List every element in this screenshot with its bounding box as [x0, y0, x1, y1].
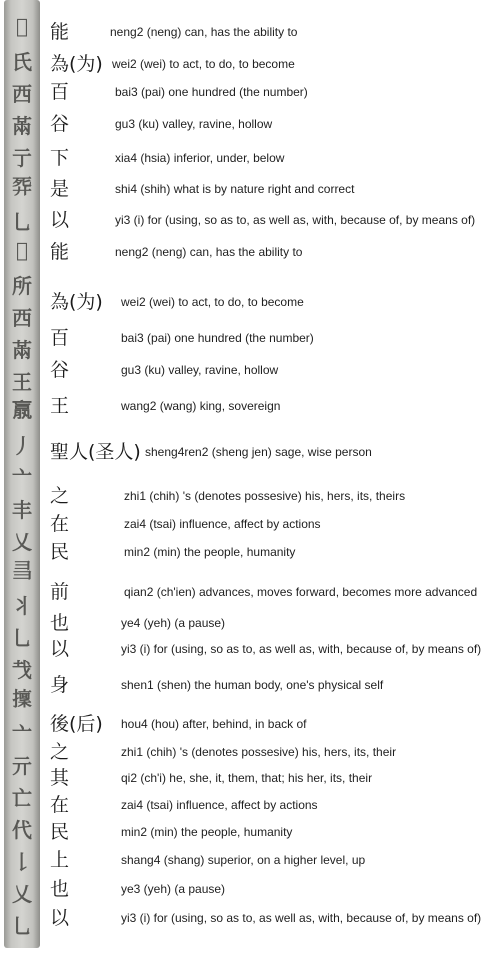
- slip-glyph: 𨽵: [15, 238, 28, 262]
- pinyin-definition: min2 (min) the people, humanity: [121, 825, 293, 839]
- glossary-entry: [0, 673, 489, 697]
- pinyin-definition: zai4 (tsai) influence, affect by actions: [121, 798, 318, 812]
- slip-glyph: 丰: [12, 498, 32, 522]
- slip-glyph: 𢑑: [12, 559, 32, 583]
- hanzi-character: 前: [50, 581, 70, 603]
- slip-glyph: 所: [12, 274, 32, 298]
- glossary-entry: [0, 290, 489, 314]
- hanzi-character: 以: [50, 907, 70, 929]
- slip-glyph: 乂: [12, 882, 32, 906]
- slip-glyph: 亍: [12, 146, 32, 170]
- pinyin-definition: sheng4ren2 (sheng jen) sage, wise person: [145, 445, 372, 459]
- hanzi-character: 谷: [50, 113, 70, 135]
- pinyin-definition: ye4 (yeh) (a pause): [121, 616, 226, 630]
- glossary-entry: [0, 877, 489, 901]
- pinyin-definition: gu3 (ku) valley, ravine, hollow: [121, 363, 279, 377]
- slip-glyph: 丿: [12, 434, 32, 458]
- hanzi-character: 之: [50, 485, 70, 507]
- glossary-entry: [0, 240, 489, 264]
- pinyin-definition: bai3 (pai) one hundred (the number): [121, 331, 314, 345]
- hanzi-character: 聖人(圣人): [50, 441, 141, 463]
- hanzi-character: 以: [50, 638, 70, 660]
- glossary-entry: [0, 20, 489, 44]
- glossary-entry: [0, 820, 489, 844]
- hanzi-character: 也: [50, 878, 70, 900]
- pinyin-definition: hou4 (hou) after, behind, in back of: [121, 717, 307, 731]
- hanzi-character: 身: [50, 674, 70, 696]
- hanzi-character: 民: [50, 541, 70, 563]
- hanzi-character: 能: [50, 241, 70, 263]
- pinyin-definition: neng2 (neng) can, has the ability to: [110, 25, 298, 39]
- slip-glyph: 乚: [12, 914, 32, 938]
- hanzi-character: 其: [50, 767, 70, 789]
- pinyin-definition: wei2 (wei) to act, to do, to become: [121, 295, 304, 309]
- glossary-entry: [0, 848, 489, 872]
- slip-glyph: 乚: [12, 626, 32, 650]
- glossary-entry: [0, 637, 489, 661]
- pinyin-definition: yi3 (i) for (using, so as to, as well as, with, because of, by means of): [115, 213, 476, 227]
- pinyin-definition: neng2 (neng) can, has the ability to: [115, 245, 303, 259]
- glossary-entry: [0, 112, 489, 136]
- glossary-entry: [0, 740, 489, 764]
- hanzi-character: 為(为): [50, 53, 103, 75]
- pinyin-definition: xia4 (hsia) inferior, under, below: [115, 151, 285, 165]
- hanzi-character: 之: [50, 741, 70, 763]
- glossary-entry: [0, 146, 489, 170]
- pinyin-definition: zhi1 (chih) 's (denotes possesive) his, hers, its, their: [121, 745, 397, 759]
- hanzi-character: 是: [50, 178, 70, 200]
- glossary-entry: [0, 326, 489, 350]
- hanzi-character: 谷: [50, 359, 70, 381]
- slip-glyph: 亓: [12, 754, 32, 778]
- pinyin-definition: qian2 (ch'ien) advances, moves forward, becomes more advanced: [124, 585, 478, 599]
- glossary-entry: [0, 177, 489, 201]
- slip-glyph: 乚: [12, 210, 32, 234]
- hanzi-character: 能: [50, 21, 70, 43]
- pinyin-definition: bai3 (pai) one hundred (the number): [115, 85, 308, 99]
- hanzi-character: 也: [50, 612, 70, 634]
- slip-glyph: 𠄌: [12, 850, 32, 874]
- hanzi-character: 為(为): [50, 291, 103, 313]
- slip-glyph: 西: [12, 82, 32, 106]
- glossary-entry: [0, 440, 489, 464]
- slip-glyph: 亡: [12, 786, 32, 810]
- slip-glyph: 𣎆: [12, 398, 32, 422]
- pinyin-definition: zhi1 (chih) 's (denotes possesive) his, hers, its, theirs: [124, 489, 406, 503]
- pinyin-definition: zai4 (tsai) influence, affect by actions: [124, 517, 321, 531]
- glossary-entry: [0, 540, 489, 564]
- pinyin-definition: shang4 (shang) superior, on a higher level, up: [121, 853, 366, 867]
- glossary-entry: [0, 712, 489, 736]
- slip-glyph: 亠: [12, 466, 32, 490]
- hanzi-character: 民: [50, 821, 70, 843]
- slip-glyph: 王: [12, 370, 32, 394]
- slip-glyph: 㒼: [12, 338, 32, 362]
- glossary-entry: [0, 611, 489, 635]
- slip-glyph: 西: [12, 306, 32, 330]
- hanzi-character: 下: [50, 147, 70, 169]
- slip-glyph: 乂: [12, 530, 32, 554]
- pinyin-definition: wang2 (wang) king, sovereign: [121, 399, 281, 413]
- glossary-entry: [0, 580, 489, 604]
- slip-glyph: 𢍈: [12, 175, 32, 199]
- hanzi-character: 在: [50, 794, 70, 816]
- glossary-entry: [0, 52, 489, 76]
- glossary-entry: [0, 793, 489, 817]
- hanzi-character: 百: [50, 327, 70, 349]
- hanzi-character: 在: [50, 513, 70, 535]
- pinyin-definition: yi3 (i) for (using, so as to, as well as, with, because of, by means of): [121, 911, 482, 925]
- pinyin-definition: shi4 (shih) what is by nature right and correct: [115, 182, 355, 196]
- slip-glyph: 丬: [12, 594, 32, 618]
- slip-glyph: 𢶸: [12, 687, 32, 711]
- hanzi-character: 後(后): [50, 713, 103, 735]
- glossary-entry: [0, 80, 489, 104]
- slip-glyph: 㒼: [12, 114, 32, 138]
- hanzi-character: 以: [50, 209, 70, 231]
- hanzi-character: 百: [50, 81, 70, 103]
- pinyin-definition: ye3 (yeh) (a pause): [121, 882, 226, 896]
- glossary-entry: [0, 906, 489, 930]
- glossary-entry: [0, 512, 489, 536]
- pinyin-definition: min2 (min) the people, humanity: [124, 545, 296, 559]
- hanzi-character: 上: [50, 849, 70, 871]
- glossary-entry: [0, 208, 489, 232]
- pinyin-definition: qi2 (ch'i) he, she, it, them, that; his her, its, their: [121, 771, 373, 785]
- pinyin-definition: shen1 (shen) the human body, one's physical self: [121, 678, 384, 692]
- slip-glyph: 氏: [12, 50, 32, 74]
- pinyin-definition: yi3 (i) for (using, so as to, as well as, with, because of, by means of): [121, 642, 482, 656]
- glossary-entry: [0, 358, 489, 382]
- pinyin-definition: gu3 (ku) valley, ravine, hollow: [115, 117, 273, 131]
- glossary-entry: [0, 394, 489, 418]
- slip-glyph: 亠: [12, 722, 32, 746]
- slip-glyph: 代: [12, 818, 32, 842]
- hanzi-character: 王: [50, 395, 70, 417]
- glossary-entry: [0, 766, 489, 790]
- slip-glyph: 𢦏: [12, 658, 32, 682]
- slip-glyph: 𨽵: [15, 14, 28, 38]
- pinyin-definition: wei2 (wei) to act, to do, to become: [112, 57, 295, 71]
- glossary-entry: [0, 484, 489, 508]
